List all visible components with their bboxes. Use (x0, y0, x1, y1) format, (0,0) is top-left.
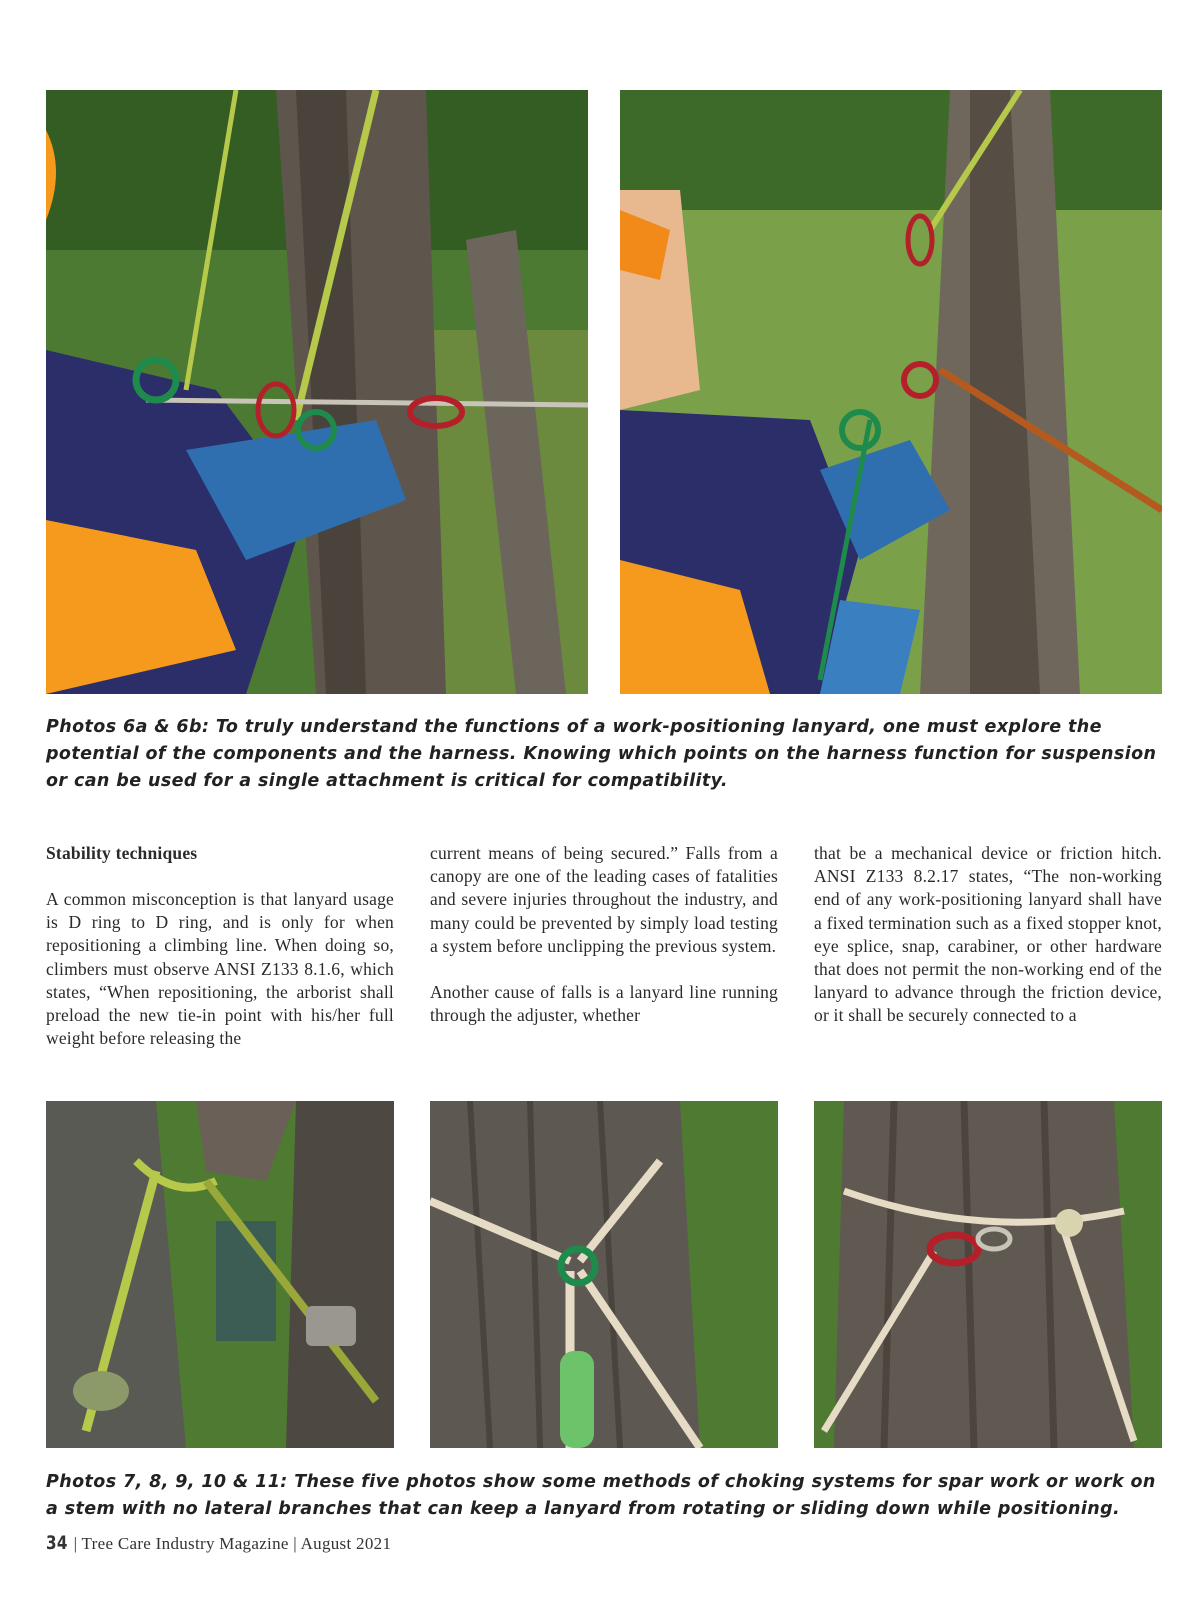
photo-8 (430, 1101, 778, 1448)
article-column-1 (46, 842, 394, 1073)
photo-6a-image (46, 90, 588, 694)
article-column-3 (814, 842, 1162, 1051)
photo-9 (814, 1101, 1162, 1448)
photo-6a (46, 90, 588, 694)
section-heading: Stability techniques (46, 843, 198, 863)
photo-caption-6: Photos 6a & 6b: To truly understand the functions of a work-positioning lanyard, one must explore the potential of the components and the harness. Knowing which points on the harness function for suspension or can be used for a single attachment is critical for compatibility. (46, 717, 1157, 791)
page-footer (46, 1532, 391, 1554)
photo-7 (46, 1101, 394, 1448)
paragraph: that be a mechanical device or friction hitch. ANSI Z133 8.2.17 states, “The non-working end of any work-positioning lanyard shall have a fixed termination such as a fixed stopper knot, eye splice, snap, carabiner, or other hardware that does not permit the non-working end of the lanyard to advance through the friction device, or it shall be securely connected to a (814, 843, 1162, 1026)
photo-9-image (814, 1101, 1162, 1448)
photo-6b-image (620, 90, 1162, 694)
article-column-2 (430, 842, 778, 1050)
paragraph: current means of being secured.” Falls from a canopy are one of the leading cases of fatalities and severe injuries throughout the industry, and many could be prevented by simply load testing a system before unclipping the previous system. (430, 843, 778, 956)
paragraph: A common misconception is that lanyard usage is D ring to D ring, and is only for when repositioning a climbing line. When doing so, climbers must observe ANSI Z133 8.1.6, which states, “When repositioning, the arborist shall preload the new tie-in point with his/her full weight before releasing the (46, 889, 394, 1049)
photo-6b (620, 90, 1162, 694)
photo-caption-7-11: Photos 7, 8, 9, 10 & 11: These five photos show some methods of choking systems for spar work or work on a stem with no lateral branches that can keep a lanyard from rotating or sliding down while positioning. (46, 1472, 1156, 1519)
photo-8-image (430, 1101, 778, 1448)
page-number: 34 (46, 1532, 68, 1554)
paragraph: Another cause of falls is a lanyard line running through the adjuster, whether (430, 982, 778, 1026)
photo-7-image (46, 1101, 394, 1448)
publication-info: | Tree Care Industry Magazine | August 2021 (73, 1534, 392, 1553)
